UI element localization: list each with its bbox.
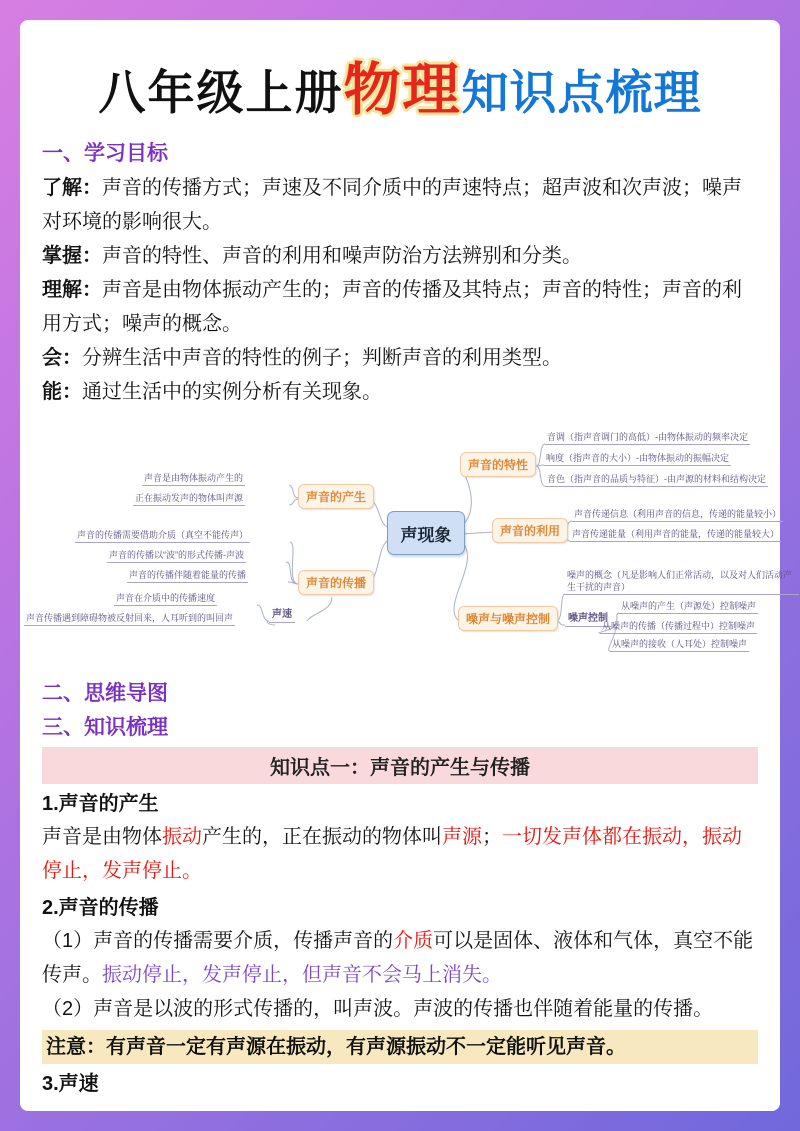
mindmap-branch-feature: 声音的特性 — [460, 452, 536, 477]
text-segment: 产生的，正在振动的物体叫 — [202, 826, 442, 848]
objective-label: 理解： — [42, 279, 102, 301]
text-segment: 声音是由物体 — [42, 826, 162, 848]
mindmap-leaf: 噪声的概念（凡是影响人们正常活动，以及对人们活动产生干扰的声音） — [565, 569, 799, 595]
mindmap-leaf: 正在振动发声的物体叫声源 — [133, 492, 245, 506]
mindmap-leaf: 从噪声的接收（人耳处）控制噪声 — [610, 638, 749, 652]
objective-line — [42, 341, 758, 375]
title-part-subject: 物理 — [343, 58, 462, 122]
objective-text: 声音的特性、声音的利用和噪声防治方法辨别和分类。 — [102, 245, 582, 267]
objective-line — [42, 375, 758, 409]
mindmap-branch-produce: 声音的产生 — [298, 484, 374, 509]
text-segment-red: 一切发声体都在振动，振动停止，发声停止。 — [42, 826, 742, 882]
mindmap-leaf: 声音在介质中的传播速度 — [114, 592, 217, 606]
title-part-topic: 知识点梳理 — [461, 66, 702, 119]
page-title — [42, 58, 758, 122]
subtitle-sound-production: 1.声音的产生 — [42, 793, 159, 815]
text-segment: 可以是固体、液体和气体，真空不能传声。 — [42, 930, 754, 986]
objective-text: 声音是由物体振动产生的；声音的传播及其特点；声音的特性；声音的利用方式；噪声的概念。 — [42, 279, 742, 335]
objective-line — [42, 171, 758, 239]
text-segment: （1）声音的传播需要介质，传播声音的 — [42, 930, 394, 952]
mindmap-leaf: 响度（指声音的大小）-由物体振动的振幅决定 — [544, 452, 731, 466]
objective-text: 声音的传播方式；声速及不同介质中的声速特点；超声波和次声波；噪声对环境的影响很大。 — [42, 177, 742, 233]
text-segment-red: 介质 — [393, 930, 434, 952]
mindmap-subnode-noise-control: 噪声控制 — [565, 612, 611, 627]
mindmap-leaf: 声音传递能量（利用声音的能量，传递的能量较大） — [570, 528, 781, 542]
mindmap-leaf: 音色（指声音的品质与特征）-由声源的材料和结构决定 — [545, 473, 768, 487]
text-segment-purple: 振动停止，发声停止，但声音不会马上消失。 — [102, 964, 502, 986]
section-heading-objectives: 一、学习目标 — [42, 142, 168, 165]
mindmap-subnode-speed: 声速 — [269, 608, 295, 623]
objective-line — [42, 273, 758, 341]
text-segment-red: 声源 — [442, 826, 482, 848]
objective-text: 分辨生活中声音的特性的例子；判断声音的利用类型。 — [82, 347, 562, 369]
objective-label: 掌握： — [42, 245, 102, 267]
text-segment-red: 振动 — [162, 826, 202, 848]
text-segment: ； — [482, 826, 502, 848]
note-banner: 注意：有声音一定有声源在振动，有声源振动不一定能听见声音。 — [42, 1030, 758, 1064]
objective-line — [42, 239, 758, 273]
section-heading-mindmap: 二、思维导图 — [42, 682, 168, 705]
subtitle-sound-speed: 3.声速 — [42, 1073, 99, 1095]
mindmap-root-node: 声现象 — [387, 511, 465, 555]
paragraph-sound-production — [42, 820, 758, 888]
mindmap-leaf: 音调（指声音调门的高低）-由物体振动的频率决定 — [545, 431, 750, 445]
objective-label: 能： — [42, 381, 82, 403]
knowledge-point-banner: 知识点一：声音的产生与传播 — [42, 747, 758, 784]
mindmap-sound-phenomena — [25, 421, 793, 673]
page-content — [20, 20, 793, 1111]
mindmap-leaf: 从噪声的产生（声源处）控制噪声 — [619, 600, 758, 614]
objective-label: 了解： — [42, 177, 102, 199]
mindmap-branch-noise: 噪声与噪声控制 — [458, 606, 558, 631]
subtitle-sound-travel: 2.声音的传播 — [42, 897, 159, 919]
mindmap-leaf: 声音的传播伴随着能量的传播 — [127, 569, 248, 583]
title-part-grade: 八年级上册 — [98, 66, 344, 119]
mindmap-branch-travel: 声音的传播 — [298, 570, 374, 595]
mindmap-leaf: 声音传递信息（利用声音的信息，传递的能量较小） — [572, 508, 783, 522]
mindmap-leaf: 声音的传播需要借助介质（真空不能传声） — [75, 529, 250, 543]
paragraph-sound-travel-2: （2）声音是以波的形式传播的，叫声波。声波的传播也伴随着能量的传播。 — [42, 998, 714, 1020]
mindmap-branch-usage: 声音的利用 — [492, 518, 568, 543]
paragraph-sound-travel-1 — [42, 924, 758, 992]
objective-text: 通过生活中的实例分析有关现象。 — [82, 381, 382, 403]
objective-label: 会： — [42, 347, 82, 369]
mindmap-leaf: 从噪声的传播（传播过程中）控制噪声 — [600, 620, 757, 634]
mindmap-leaf: 声音是由物体振动产生的 — [142, 472, 245, 486]
mindmap-leaf: 声音的传播以“波”的形式传播-声波 — [107, 549, 246, 563]
mindmap-leaf: 声音传播遇到障碍物被反射回来，人耳听到的叫回声 — [24, 612, 235, 626]
section-heading-knowledge: 三、知识梳理 — [42, 716, 168, 739]
